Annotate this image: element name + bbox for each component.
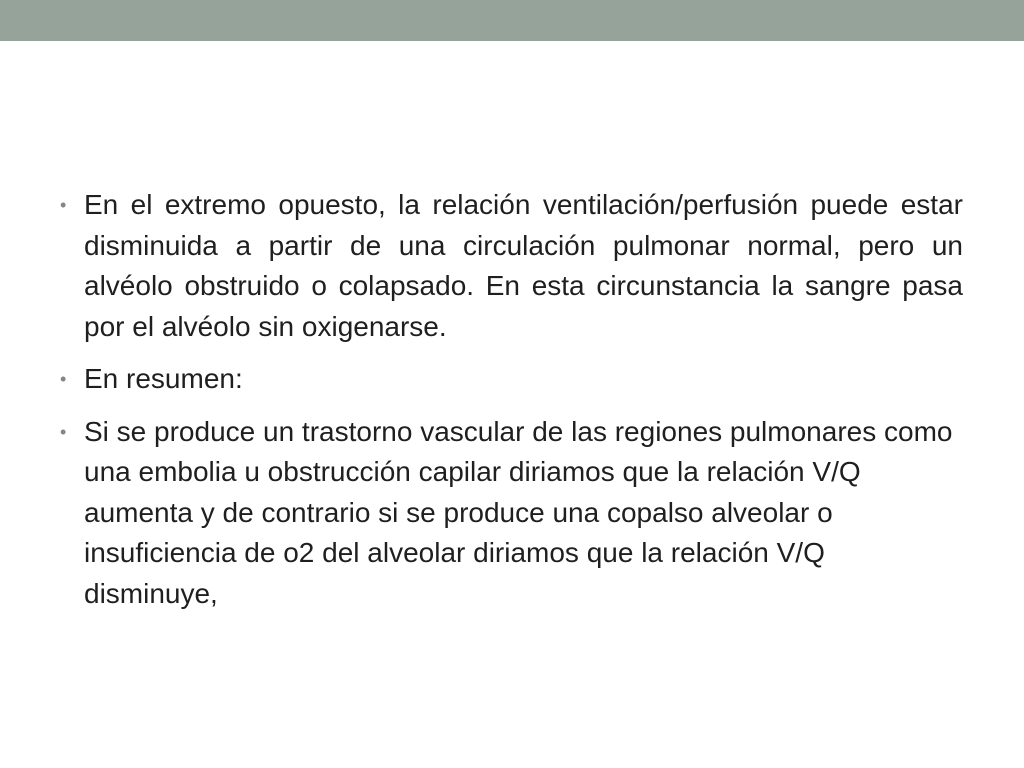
bullet-text: En resumen: [84,363,243,394]
header-band [0,0,1024,41]
bullet-item-1 [60,185,963,347]
bullet-text: Si se produce un trastorno vascular de las regiones pulmonares como una embolia u obstrucción capilar diriamos que la relación V/Q aumenta y de contrario si se produce una copalso alveolar o insuficiencia de o2 del alveolar diriamos que la relación V/Q disminuye, [84,415,953,609]
bullet-marker: • [60,369,67,389]
bullet-list [60,185,963,614]
slide-content [60,185,963,626]
bullet-item-2 [60,359,963,400]
bullet-item-3 [60,412,963,615]
bullet-text: En el extremo opuesto, la relación ventilación/perfusión puede estar disminuida a partir de una circulación pulmonar normal, pero un alvéolo obstruido o colapsado. En esta circunstancia la sangre pasa por el alvéolo sin oxigenarse. [84,189,963,342]
bullet-marker: • [60,195,67,215]
bullet-marker: • [60,421,67,442]
